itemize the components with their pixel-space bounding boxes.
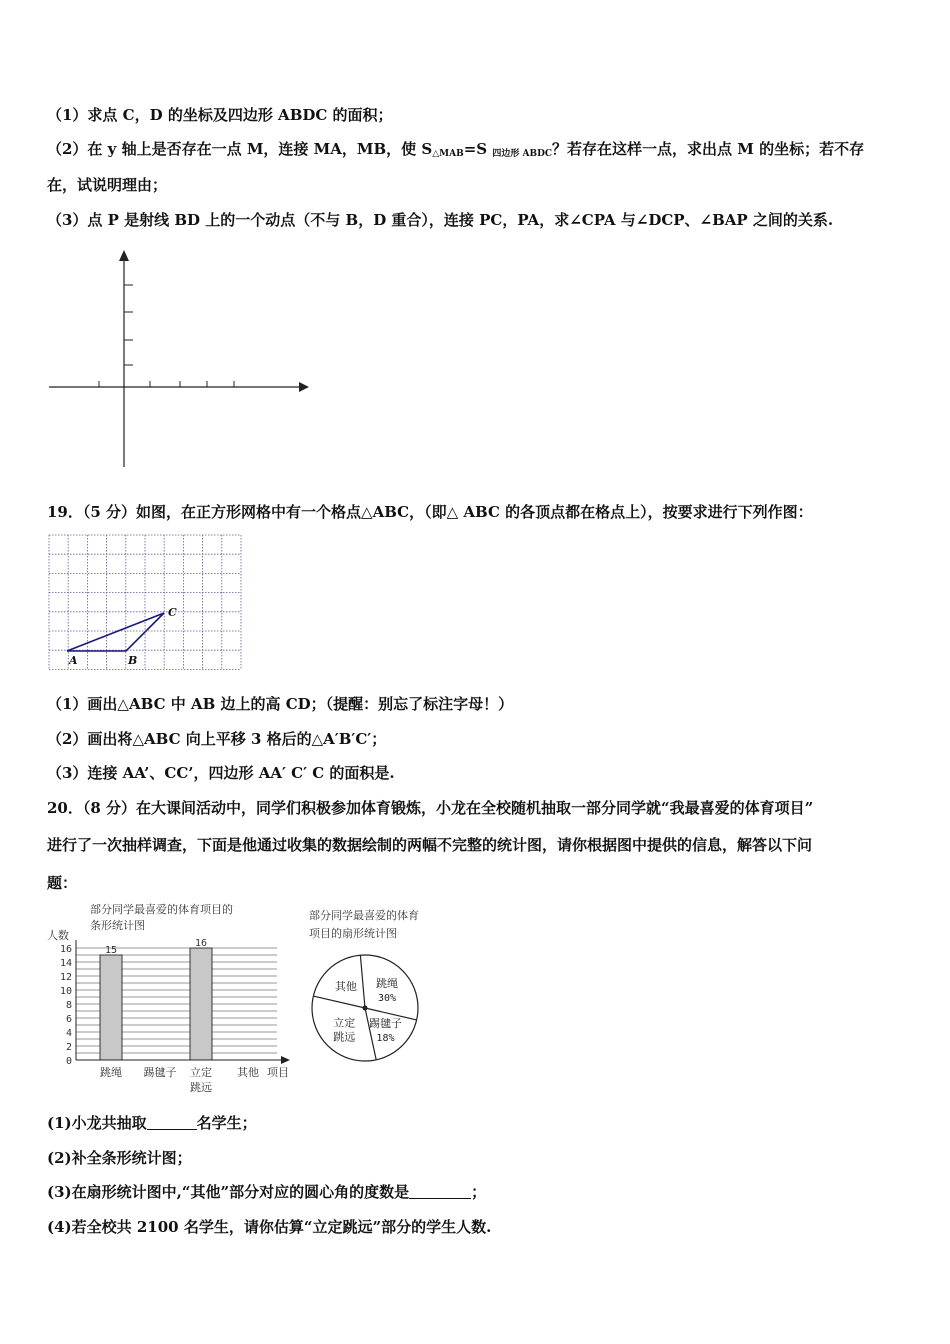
bar-chart <box>45 900 295 1095</box>
bar-chart-ytick: 10 <box>59 986 72 997</box>
q18-part2-sub1: △MAB <box>432 149 464 159</box>
coordinate-axes-figure <box>47 245 317 470</box>
pie-chart-title-line1: 部分同学最喜爱的体育 <box>309 909 419 922</box>
label-a: A <box>69 654 78 667</box>
q20-part1 <box>47 1112 257 1133</box>
bar-chart-ytick: 12 <box>59 972 72 983</box>
pie-label: 踢毽子 <box>368 1016 402 1030</box>
q20-stem-line2: 进行了一次抽样调查，下面是他通过收集的数据绘制的两幅不完整的统计图，请你根据图中提供的信息，解答以下问 <box>47 836 813 854</box>
bar-category-label: 其他 <box>237 1066 259 1079</box>
q18-part1: （1）求点 C，D 的坐标及四边形 ABDC 的面积； <box>47 106 393 124</box>
q18-part2-eq: =S <box>463 140 493 158</box>
bar-value-label: 16 <box>194 938 208 949</box>
triangle-abc <box>67 613 164 651</box>
bar-category-label: 立定 <box>190 1066 212 1079</box>
pie-percent-label: 30% <box>377 992 397 1004</box>
pie-label: 跳绳 <box>375 976 398 990</box>
q19-stem <box>47 501 813 522</box>
q20-part1-b: 名学生； <box>196 1114 257 1132</box>
bar-chart-ytick: 8 <box>65 1000 72 1011</box>
q20-part3 <box>47 1181 486 1202</box>
q20-part3-b: ； <box>471 1183 487 1201</box>
q19-part3: （3）连接 AA’、CC’，四边形 AA′ C′ C 的面积是. <box>47 764 395 782</box>
q19-part2: （2）画出将△ABC 向上平移 3 格后的△A′B′C′； <box>47 730 387 748</box>
q20-part3-blank[interactable] <box>409 1184 471 1199</box>
bar-chart-title-line2: 条形统计图 <box>90 919 145 932</box>
bar-chart-ytick: 2 <box>65 1042 72 1053</box>
q19-part1: （1）画出△ABC 中 AB 边上的高 CD；（提醒：别忘了标注字母！） <box>47 695 514 713</box>
q18-part2-b: ？若存在这样一点，求出点 M 的坐标；若不存 <box>552 140 865 158</box>
bar-category-label-line2: 跳远 <box>190 1081 212 1094</box>
q20-part1-blank[interactable] <box>147 1115 197 1130</box>
pie-slice-0-boundary <box>360 955 365 1008</box>
bar-chart-ytick: 14 <box>59 958 72 969</box>
bar-chart-ytick: 0 <box>65 1056 72 1067</box>
pie-label: 立定 <box>333 1016 356 1030</box>
bar-2 <box>190 948 212 1060</box>
bar-category-label: 踢毽子 <box>143 1066 177 1079</box>
bar-0 <box>100 955 122 1060</box>
pie-percent-label: 18% <box>376 1032 395 1044</box>
q20-part2: (2)补全条形统计图； <box>47 1149 192 1167</box>
pie-chart <box>305 905 465 1070</box>
pie-chart-title-line2: 项目的扇形统计图 <box>309 927 397 940</box>
pie-label-line2: 跳远 <box>333 1030 356 1044</box>
grid-figure <box>47 533 247 675</box>
pie-slice-3-boundary <box>313 996 365 1008</box>
bar-chart-ytick: 6 <box>65 1014 72 1025</box>
label-b: B <box>128 654 138 667</box>
q18-part2-sub2: 四边形 ABDC <box>492 149 553 159</box>
q20-stem-line1: 20．（8 分）在大课间活动中，同学们积极参加体育锻炼，小龙在全校随机抽取一部分同学就“我最喜爱的体育项目” <box>47 799 814 817</box>
pie-label: 其他 <box>334 980 357 994</box>
bar-chart-title-line1: 部分同学最喜爱的体育项目的 <box>90 903 233 916</box>
bar-chart-xlabel: 项目 <box>267 1066 289 1079</box>
q18-part2 <box>47 138 864 159</box>
bar-chart-ylabel: 人数 <box>47 929 69 942</box>
q20-part3-a: (3)在扇形统计图中,“其他”部分对应的圆心角的度数是 <box>47 1183 410 1201</box>
q20-part4: (4)若全校共 2100 名学生，请你估算“立定跳远”部分的学生人数. <box>47 1218 492 1236</box>
bar-chart-ytick: 16 <box>59 944 72 955</box>
label-c: C <box>168 606 177 619</box>
q18-part2-a: （2）在 y 轴上是否存在一点 M，连接 MA，MB，使 S <box>47 140 433 158</box>
q20-part1-a: (1)小龙共抽取 <box>47 1114 147 1132</box>
q19-stem-text: 19．（5 分）如图，在正方形网格中有一个格点△ABC，（即△ ABC 的各顶点都在格点上），按要求进行下列作图： <box>47 503 813 521</box>
q18-part2-continued: 在，试说明理由； <box>47 176 168 194</box>
bar-chart-ytick: 4 <box>65 1028 72 1039</box>
q18-part3: （3）点 P 是射线 BD 上的一个动点（不与 B，D 重合），连接 PC，PA，求∠CPA 与∠DCP、∠BAP 之间的关系. <box>47 211 834 229</box>
bar-category-label: 跳绳 <box>100 1066 122 1079</box>
bar-value-label: 15 <box>104 945 118 956</box>
q20-stem-line3: 题： <box>47 874 78 892</box>
